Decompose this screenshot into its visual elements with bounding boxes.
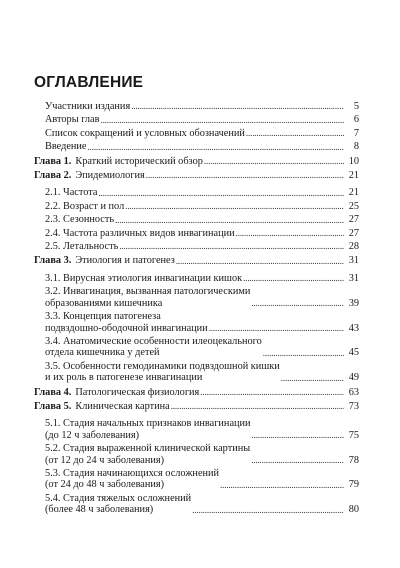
dot-leader [192, 505, 344, 516]
toc-entry[interactable] [34, 128, 359, 139]
dot-leader [220, 480, 344, 491]
toc-entry-page: 21 [348, 187, 359, 199]
toc-entry[interactable] [34, 468, 359, 491]
dot-leader [176, 256, 344, 267]
toc-entry[interactable] [34, 336, 359, 359]
dot-leader [204, 156, 344, 167]
dot-leader [200, 387, 344, 398]
dot-leader [209, 323, 344, 334]
toc-entry-page: 45 [348, 347, 359, 359]
chapter-label: Глава 5. [34, 400, 72, 412]
chapter-label: Глава 4. [34, 386, 72, 398]
toc-entry[interactable] [34, 141, 359, 152]
toc-entry-title-continued: (до 12 ч заболевания) [45, 429, 140, 441]
toc-entry-page: 21 [348, 170, 359, 182]
toc-entry-title: 2.1. Частота [45, 187, 98, 199]
toc-entry-title: Список сокращений и условных обозначений [45, 127, 245, 139]
toc-entry-page: 78 [348, 454, 359, 466]
dot-leader [171, 401, 344, 412]
toc-chapter[interactable] [34, 156, 359, 167]
toc-entry-title-continued: подвздошно-ободочной инвагинации [45, 322, 208, 334]
toc-entry-title: 3.2. Инвагинация, вызванная патологическими [45, 286, 251, 298]
toc-entry-title: 2.3. Сезонность [45, 214, 115, 226]
toc-entry-title: 5.2. Стадия выраженной клинической картины [45, 443, 251, 455]
toc-entry-page: 27 [348, 214, 359, 226]
dot-leader [119, 241, 344, 252]
toc-entry-page: 8 [353, 141, 359, 153]
toc-entry-page: 31 [348, 255, 359, 267]
dot-leader [115, 215, 344, 226]
dot-leader [252, 430, 344, 441]
dot-leader [236, 228, 344, 239]
toc-entry-page: 27 [348, 227, 359, 239]
toc-entry-title: Этиология и патогенез [75, 255, 175, 267]
toc-entry[interactable] [34, 228, 359, 239]
toc-entry-page: 25 [348, 200, 359, 212]
toc-entry-title-continued: (более 48 ч заболевания) [45, 504, 154, 516]
toc-entry-title: 2.4. Частота различных видов инвагинации [45, 227, 235, 239]
toc-entry-title: 3.5. Особенности гемодинамики подвздошной кишки [45, 360, 280, 372]
toc-entry-title-continued: (от 12 до 24 ч заболевания) [45, 454, 165, 466]
toc-chapter[interactable] [34, 387, 359, 398]
toc-entry-title: 5.3. Стадия начинающихся осложнений [45, 467, 220, 479]
toc-entry-page: 39 [348, 297, 359, 309]
toc-entry[interactable] [34, 311, 359, 334]
toc-entry-title: 3.1. Вирусная этиология инвагинации кишок [45, 272, 243, 284]
dot-leader [251, 455, 344, 466]
toc-entry-title: 2.2. Возраст и пол [45, 200, 125, 212]
chapter-label: Глава 3. [34, 255, 72, 267]
toc-entry-title-continued: образованиями кишечника [45, 297, 163, 309]
toc-entry-title-continued: (от 24 до 48 ч заболевания) [45, 479, 165, 491]
toc-entry-page: 43 [348, 322, 359, 334]
toc-entry[interactable] [34, 443, 359, 466]
toc-entry-title-continued: и их роль в патогенезе инвагинации [45, 372, 203, 384]
toc-entry[interactable] [34, 286, 359, 309]
toc-entry[interactable] [34, 361, 359, 384]
toc-entry-title: 5.4. Стадия тяжелых осложнений [45, 492, 192, 504]
toc-entry[interactable] [34, 214, 359, 225]
toc-entry[interactable] [34, 101, 359, 112]
toc-entry-title: 3.4. Анатомические особенности илеоцекального [45, 335, 262, 347]
toc-entry-title: Введение [45, 141, 87, 153]
toc-entry[interactable] [34, 187, 359, 198]
toc-entry-title: 2.5. Летальность [45, 241, 119, 253]
toc-entry-page: 10 [348, 155, 359, 167]
toc-entry[interactable] [34, 418, 359, 441]
toc-entry-page: 73 [348, 400, 359, 412]
chapter-label: Глава 2. [34, 170, 72, 182]
dot-leader [263, 348, 344, 359]
toc-entry-title: Эпидемиология [75, 170, 145, 182]
toc-chapter[interactable] [34, 255, 359, 266]
toc-entry[interactable] [34, 114, 359, 125]
chapter-label: Глава 1. [34, 155, 72, 167]
toc-entry[interactable] [34, 201, 359, 212]
toc-entry-page: 31 [348, 272, 359, 284]
toc-entry-page: 49 [348, 372, 359, 384]
toc-chapter[interactable] [34, 401, 359, 412]
dot-leader [125, 201, 344, 212]
toc-entry[interactable] [34, 273, 359, 284]
toc-entry-page: 28 [348, 241, 359, 253]
dot-leader [243, 273, 344, 284]
toc-entry[interactable] [34, 241, 359, 252]
toc-entry-page: 6 [353, 114, 359, 126]
toc-entry-page: 5 [353, 101, 359, 112]
dot-leader [146, 170, 344, 181]
toc-entry-title: Участники издания [45, 101, 131, 112]
toc-entry-title: Клиническая картина [75, 400, 170, 412]
toc-entry-page: 79 [348, 479, 359, 491]
toc-chapter[interactable] [34, 170, 359, 181]
dot-leader [100, 115, 344, 126]
toc-entry-page: 63 [348, 386, 359, 398]
toc-entry-page: 75 [348, 429, 359, 441]
toc-entry-title: Авторы глав [45, 114, 100, 126]
toc-entry-title: Краткий исторический обзор [75, 155, 203, 167]
dot-leader [131, 101, 344, 112]
dot-leader [246, 128, 344, 139]
toc-entry[interactable] [34, 493, 359, 516]
dot-leader [98, 188, 344, 199]
toc-entry-page: 80 [348, 504, 359, 516]
dot-leader [251, 298, 344, 309]
toc-entry-title: 5.1. Стадия начальных признаков инвагинации [45, 418, 251, 430]
toc-entry-page: 7 [353, 127, 359, 139]
dot-leader [281, 373, 344, 384]
toc-entry-title-continued: отдела кишечника у детей [45, 347, 160, 359]
toc-entry-title: Патологическая физиология [75, 386, 200, 398]
toc-entry-title: 3.3. Концепция патогенеза [45, 311, 161, 323]
toc-heading: ОГЛАВЛЕНИЕ [34, 74, 144, 91]
dot-leader [88, 142, 344, 153]
table-of-contents [34, 93, 359, 516]
